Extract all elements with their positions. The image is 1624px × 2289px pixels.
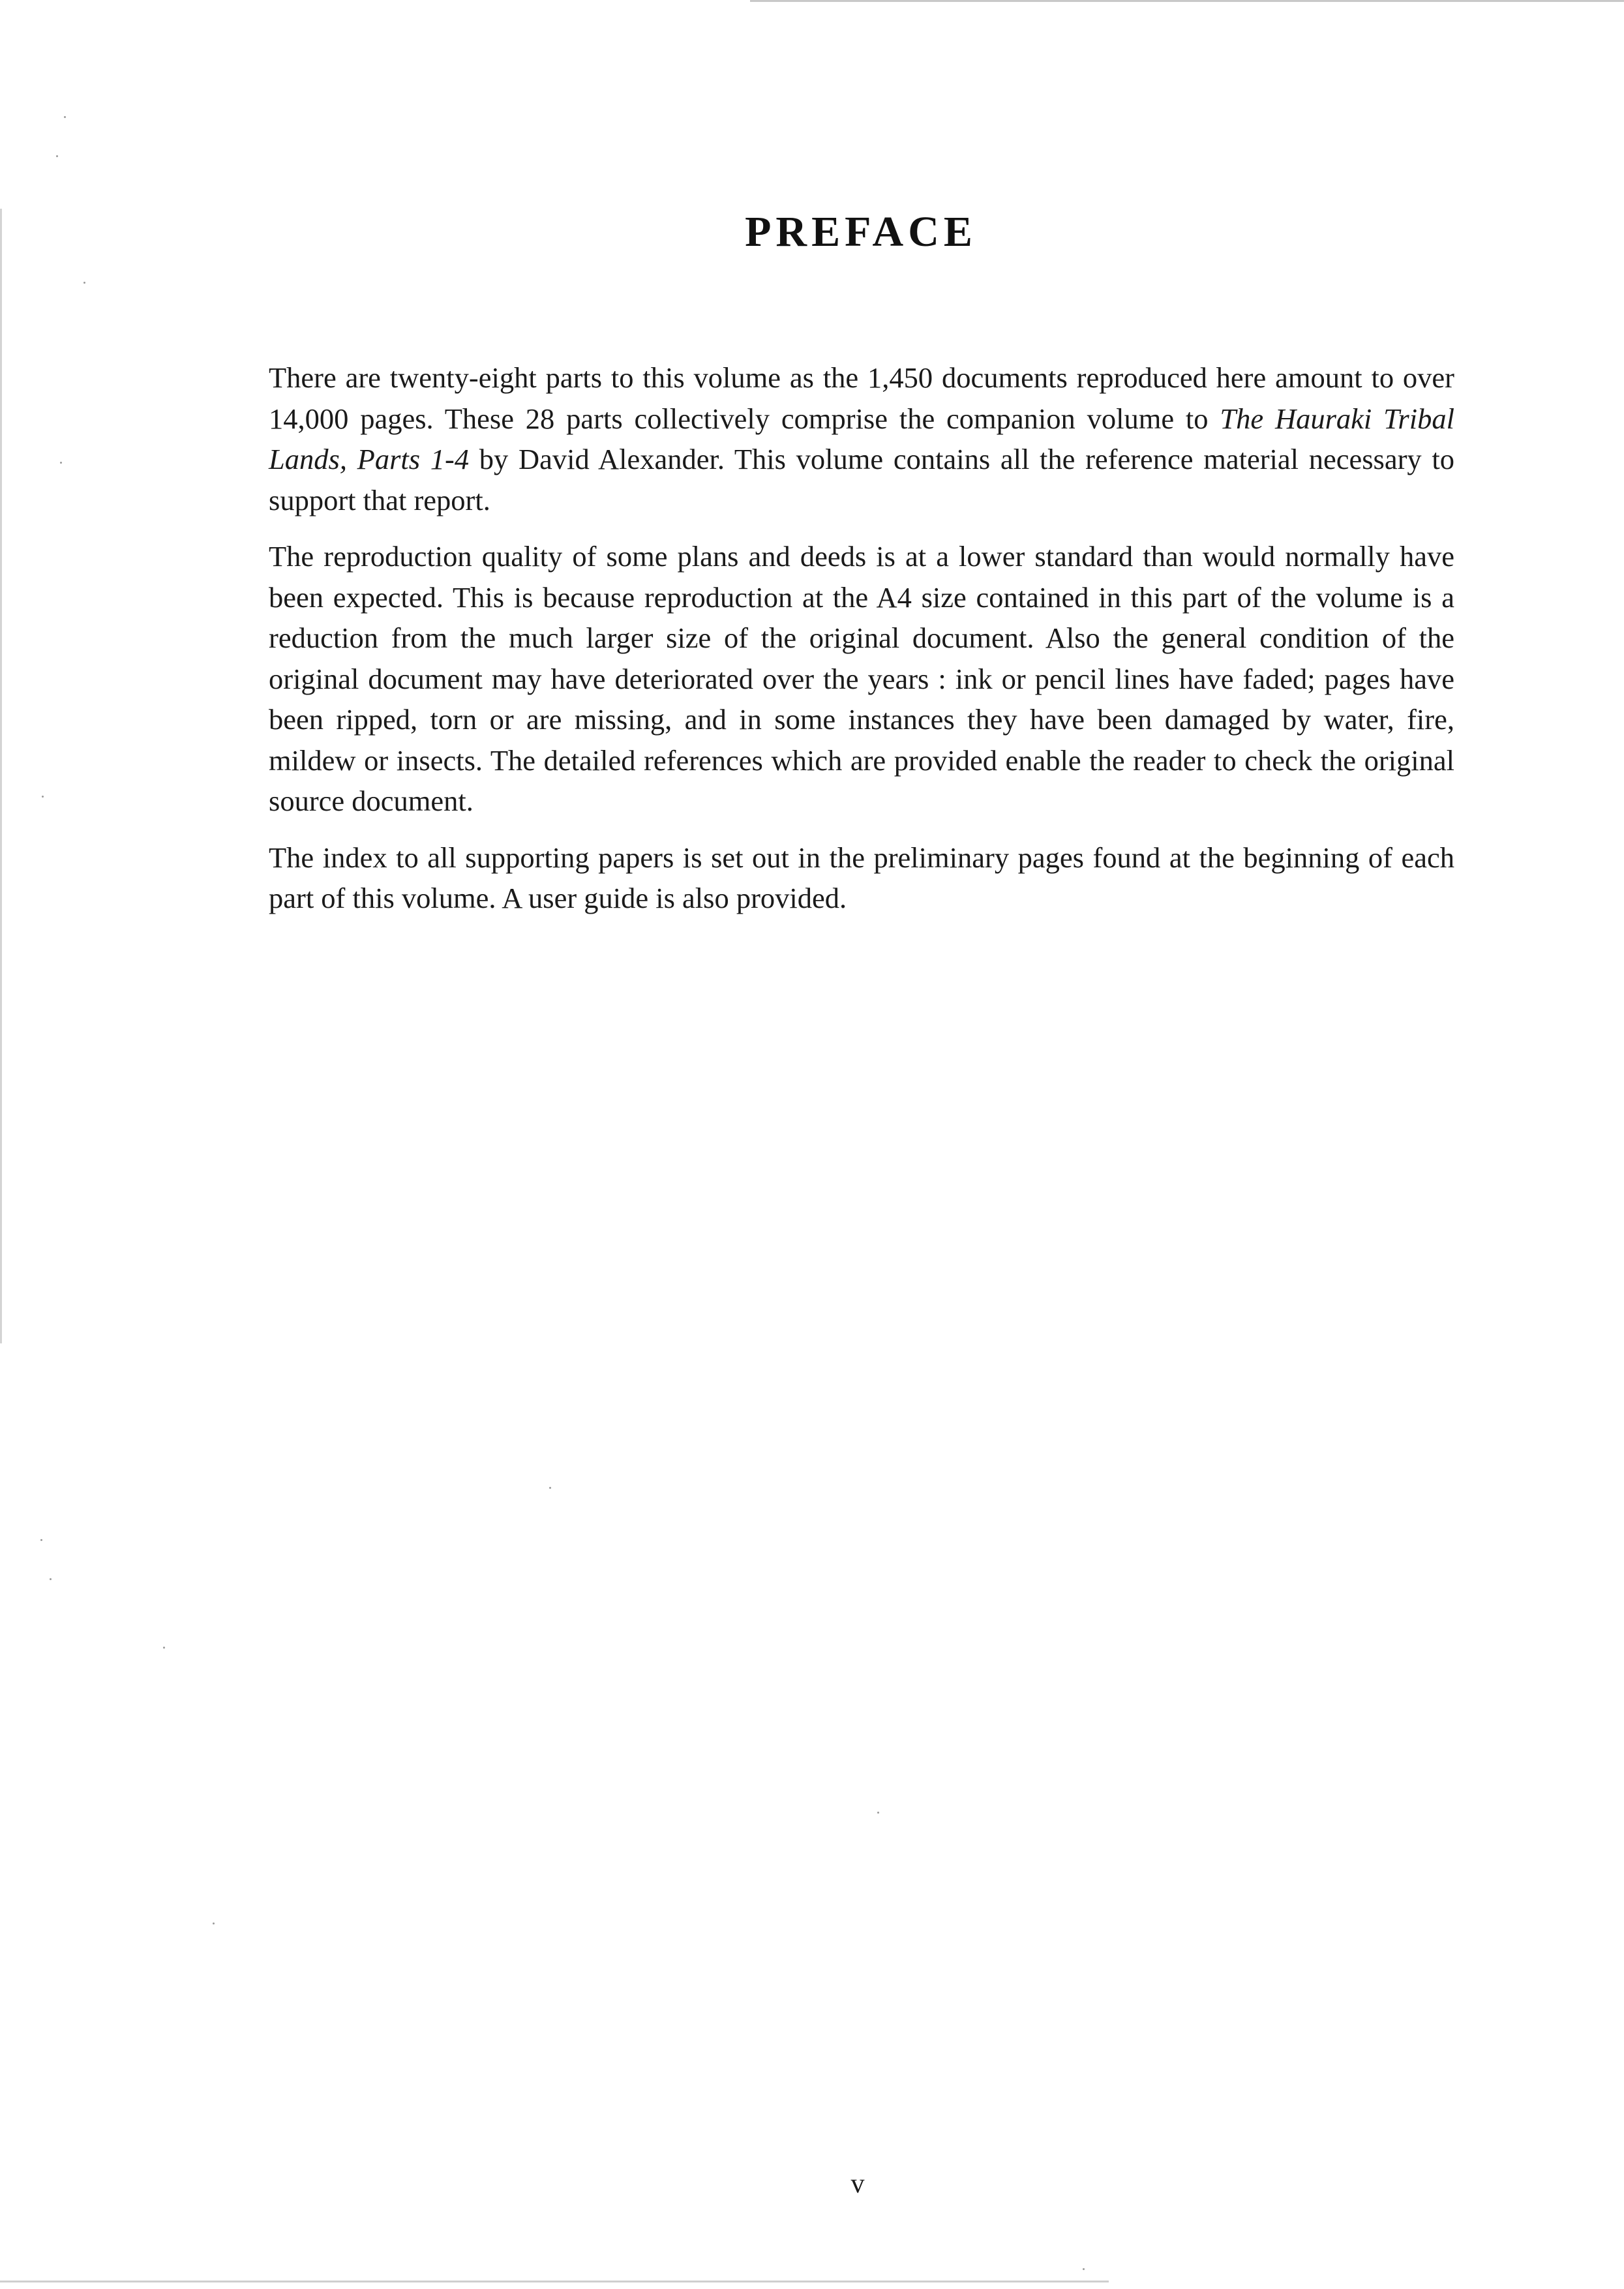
scan-speck: [42, 796, 44, 798]
scan-speck: [56, 155, 58, 157]
scan-edge-top: [750, 0, 1624, 2]
scan-speck: [50, 1578, 52, 1580]
scan-speck: [83, 282, 85, 284]
scan-speck: [60, 462, 62, 464]
scan-speck: [1083, 2268, 1085, 2270]
scan-speck: [163, 1647, 165, 1649]
scan-speck: [213, 1922, 215, 1924]
scan-edge-bottom: [0, 2281, 1109, 2282]
preface-paragraph-1: [269, 357, 1454, 520]
preface-paragraph-3: The index to all supporting papers is set out in the preliminary pages found at the beginning of each part of this volume. A user guide is also provided.: [269, 841, 1454, 914]
paragraph-text: by David Alexander. This volume contains all the reference material necessary to support that report.: [269, 443, 1454, 516]
preface-paragraph-2: The reproduction quality of some plans and deeds is at a lower standard than would normally have been expected. This is because reproduction at the A4 size contained in this part of the volume is a reduction from the much larger size of the original document. Also the general condition of the original document may have deteriorated over the years : ink or pencil lines have faded; pages have been ripped, torn or are missing, and in some instances they have been damaged by water, fire, mildew or insects. The detailed references which are provided enable the reader to check the original source document.: [269, 540, 1454, 817]
page-number: v: [850, 2169, 865, 2199]
preface-body: [269, 357, 1454, 935]
scan-speck: [40, 1539, 42, 1541]
scan-speck: [877, 1812, 879, 1814]
paragraph-text: There are twenty-eight parts to this volume as the 1,450 documents reproduced here amount to over 14,000 pages. These 28 parts collectively comprise the companion volume to: [269, 361, 1454, 435]
scan-speck: [64, 116, 66, 118]
book-title-italic: The Hauraki Tribal Lands, Parts 1-4: [269, 402, 1454, 475]
scan-edge-left: [0, 209, 2, 1343]
scan-speck: [549, 1487, 551, 1489]
page-title: PREFACE: [745, 208, 977, 256]
